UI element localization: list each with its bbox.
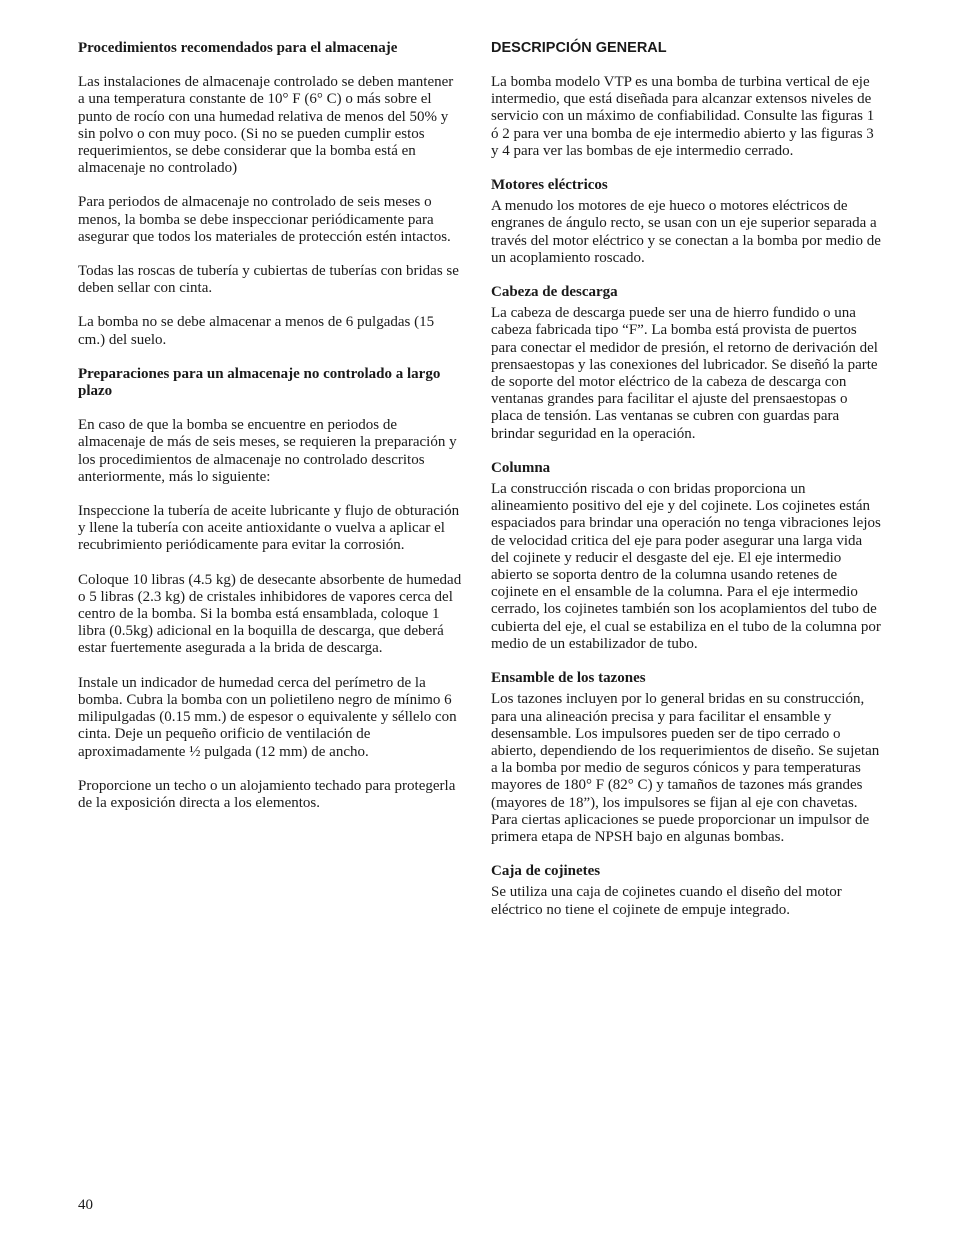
section-text: A menudo los motores de eje hueco o motores eléctricos de engranes de ángulo recto, se usan con un eje superior separada a través del motor eléctrico y se conectan a la bomba por medio de un acoplamiento roscado. bbox=[491, 198, 881, 266]
section-bearing-housing bbox=[491, 863, 881, 919]
section-heading: Ensamble de los tazones bbox=[491, 670, 646, 687]
controlled-storage-paragraph: Las instalaciones de almacenaje controlado se deben mantener a una temperatura constante de 10° F (6° C) o más sobre el punto de rocío con una humedad relativa de menos del 50% y sin polvo o con muy poco. (Si no se pueden cumplir estos requerimientos, se debe considerar que la bomba está en almacenaje no controlado) bbox=[78, 74, 454, 177]
page-number: 40 bbox=[78, 1197, 93, 1213]
section-heading: Motores eléctricos bbox=[491, 177, 608, 194]
section-bowl-assembly bbox=[491, 670, 881, 846]
left-column bbox=[78, 40, 462, 829]
long-term-storage-heading: Preparaciones para un almacenaje no controlado a largo plazo bbox=[78, 365, 441, 400]
general-description-title: DESCRIPCIÓN GENERAL bbox=[491, 40, 667, 56]
section-heading: Caja de cojinetes bbox=[491, 863, 601, 880]
section-electric-motors bbox=[491, 177, 881, 267]
storage-procedures-heading: Procedimientos recomendados para el almacenaje bbox=[78, 40, 398, 56]
section-heading: Columna bbox=[491, 459, 551, 476]
section-heading: Cabeza de descarga bbox=[491, 284, 618, 301]
desiccant-paragraph: Coloque 10 libras (4.5 kg) de desecante absorbente de humedad o 5 libras (2.3 kg) de cristales inhibidores de vapores cerca del centro de la bomba. Si la bomba está ensamblada, coloque 1 libra (0.5kg) adicional en la boquilla de descarga, que deberá estar fuertemente asegurada a la brida de descarga. bbox=[78, 571, 462, 657]
section-text: Los tazones incluyen por lo general bridas en su construcción, para una alineación precisa y para facilitar el ensamble y desensamble. Los impulsores pueden ser de tipo cerrado o abierto, dependiendo de los requerimientos de diseño. Se sujetan a la bomba por medio de seguros cónicos y para temperaturas mayores de 180° F (82° C) y tamaños de tazones más grandes (mayores de 18”), los impulsores se fijan al eje con chavetas. Para ciertas aplicaciones se puede proporcionar un impulsor de primera etapa de NPSH bajo en algunas bombas. bbox=[491, 691, 880, 845]
short-term-storage-paragraph: Para periodos de almacenaje no controlado de seis meses o menos, la bomba se debe inspeccionar periódicamente para asegurar que todos los materiales de protección estén intactos. bbox=[78, 194, 451, 245]
general-description-intro: La bomba modelo VTP es una bomba de turbina vertical de eje intermedio, que está diseñada para alcanzar extensos niveles de servicio con un máximo de confiabilidad. Consulte las figuras 1 ó 2 para ver una bomba de eje intermedio abierto y las figuras 3 y 4 para ver las bombas de eje intermedio cerrado. bbox=[491, 74, 875, 159]
section-discharge-head bbox=[491, 284, 881, 443]
section-text: La construcción riscada o con bridas proporciona un alineamiento positivo del eje y del cojinete. Los cojinetes están espaciados para brindar una operación no tenga vibraciones lejos de velocidad critica del eje para poder asegurar una larga vida del cojinete y reducir el desgaste del eje. El eje intermedio abierto se soporta dentro de la columna usando retenes de cojinete en el ensamble de la columna. Para el eje intermedio cerrado, los cojinetes también son los acoplamientos del tubo de cubierta del eje, el cual se estabiliza en el tubo de la columna por medio de un estabilizador de tubo. bbox=[491, 481, 881, 652]
section-text: La cabeza de descarga puede ser una de hierro fundido o una cabeza fabricada tipo “F”. La bomba está provista de puertos para conectar el medidor de presión, el retorno de derivación del prensaestopas y las conexiones del lubricador. Se diseñó la parte de soporte del motor eléctrico de la cabeza de descarga con ventanas grandes para facilitar el ajuste del prensaestopas o placa de tensión. Las ventanas se cubren con guardas para brindar seguridad en la operación. bbox=[491, 305, 878, 442]
section-text: Se utiliza una caja de cojinetes cuando el diseño del motor eléctrico no tiene el cojinete de empuje integrado. bbox=[491, 884, 842, 918]
thread-sealing-paragraph: Todas las roscas de tubería y cubiertas de tuberías con bridas se deben sellar con cinta. bbox=[78, 263, 459, 297]
roof-shelter-paragraph: Proporcione un techo o un alojamiento techado para protegerla de la exposición directa a los elementos. bbox=[78, 777, 456, 811]
lubricant-inspection-paragraph: Inspeccione la tubería de aceite lubricante y flujo de obturación y llene la tubería con aceite antioxidante o vuelva a aplicar el recubrimiento periódicamente para evitar la corrosión. bbox=[78, 503, 460, 554]
right-column bbox=[491, 40, 881, 936]
section-column bbox=[491, 460, 881, 653]
floor-clearance-paragraph: La bomba no se debe almacenar a menos de 6 pulgadas (15 cm.) del suelo. bbox=[78, 314, 435, 348]
humidity-indicator-paragraph: Instale un indicador de humedad cerca del perímetro de la bomba. Cubra la bomba con un polietileno negro de mínimo 6 milipulgadas (0.15 mm.) de espesor o equivalente y séllelo con cinta. Deje un pequeño orificio de ventilación de aproximadamente ½ pulgada (12 mm) de ancho. bbox=[78, 674, 457, 760]
long-term-intro-paragraph: En caso de que la bomba se encuentre en periodos de almacenaje de más de seis meses, se requieren la preparación y los procedimientos de almacenaje no controlado descritos anteriormente, más lo siguiente: bbox=[78, 417, 457, 485]
